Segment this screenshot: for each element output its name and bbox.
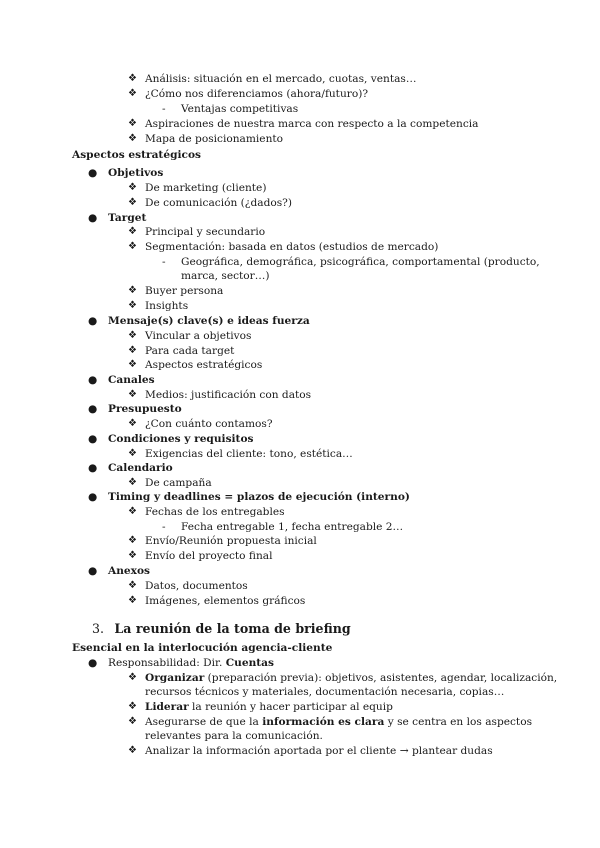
diamond-bullet-icon: ❖ — [128, 330, 137, 341]
list-item-text: De marketing (cliente) — [145, 182, 267, 194]
diamond-bullet-icon: ❖ — [128, 118, 137, 129]
round-bullet-icon: ● — [88, 167, 98, 179]
round-bullet-icon: ● — [88, 565, 98, 577]
list-item-text: Datos, documentos — [145, 580, 248, 592]
list-item-title: Calendario — [108, 462, 173, 474]
list-item-title: Timing y deadlines = plazos de ejecución (interno) — [108, 491, 410, 503]
diamond-bullet-icon: ❖ — [128, 535, 137, 546]
list-item-text: Buyer persona — [145, 285, 224, 297]
list-item-title: Presupuesto — [108, 403, 182, 415]
list-item-text: Liderar la reunión y hacer participar al equip — [145, 701, 393, 713]
list-item-text: Asegurarse de que la información es clara y se centra en los aspectos — [145, 716, 533, 728]
round-bullet-icon: ● — [88, 657, 98, 669]
list-item-text: Vincular a objetivos — [145, 330, 252, 342]
diamond-bullet-icon: ❖ — [128, 359, 137, 370]
list-item-title: Canales — [108, 374, 155, 386]
list-item-text: Aspiraciones de nuestra marca con respecto a la competencia — [145, 118, 479, 130]
list-item-text: Principal y secundario — [145, 226, 266, 238]
list-item-text: relevantes para la comunicación. — [145, 730, 323, 742]
list-item-title: Objetivos — [108, 167, 164, 179]
list-item-title: Mensaje(s) clave(s) e ideas fuerza — [108, 315, 310, 327]
list-item-text: recursos técnicos y materiales, documentación necesaria, copias… — [145, 686, 505, 698]
diamond-bullet-icon: ❖ — [128, 197, 137, 208]
diamond-bullet-icon: ❖ — [128, 133, 137, 144]
diamond-bullet-icon: ❖ — [128, 73, 137, 84]
list-item-text: Medios: justificación con datos — [145, 389, 312, 401]
list-item-text: ¿Con cuánto contamos? — [145, 418, 273, 430]
arrow-right-icon: → — [399, 745, 409, 757]
list-item-text: Responsabilidad: Dir. Cuentas — [108, 657, 275, 669]
list-item-text: Insights — [145, 300, 189, 312]
section-number: 3. — [92, 621, 105, 636]
round-bullet-icon: ● — [88, 212, 98, 224]
diamond-bullet-icon: ❖ — [128, 477, 137, 488]
round-bullet-icon: ● — [88, 433, 98, 445]
diamond-bullet-icon: ❖ — [128, 550, 137, 561]
dash-bullet-icon: - — [162, 521, 166, 533]
list-item-text: Ventajas competitivas — [181, 103, 299, 115]
list-item-text: Fechas de los entregables — [145, 506, 285, 518]
list-item-title: Target — [108, 212, 147, 224]
list-item-text: Mapa de posicionamiento — [145, 133, 284, 145]
section-3-heading — [92, 622, 351, 637]
diamond-bullet-icon: ❖ — [128, 88, 137, 99]
diamond-bullet-icon: ❖ — [128, 345, 137, 356]
list-item-text: Analizar la información aportada por el cliente → plantear dudas — [145, 745, 493, 757]
list-item-text: Imágenes, elementos gráficos — [145, 595, 306, 607]
list-item-text: Organizar (preparación previa): objetivos, asistentes, agendar, localización, — [145, 672, 558, 684]
list-item-text: Envío del proyecto final — [145, 550, 273, 562]
section-title: La reunión de la toma de briefing — [114, 621, 351, 636]
diamond-bullet-icon: ❖ — [128, 580, 137, 591]
list-item-text: Aspectos estratégicos — [145, 359, 263, 371]
list-item-text: Geográfica, demográfica, psicográfica, comportamental (producto, — [181, 256, 540, 268]
diamond-bullet-icon: ❖ — [128, 672, 137, 683]
list-item-text: Para cada target — [145, 345, 235, 357]
round-bullet-icon: ● — [88, 315, 98, 327]
list-item-text: Segmentación: basada en datos (estudios de mercado) — [145, 241, 439, 253]
round-bullet-icon: ● — [88, 491, 98, 503]
list-item-title: Anexos — [108, 565, 151, 577]
list-item-text: De comunicación (¿dados?) — [145, 197, 292, 209]
round-bullet-icon: ● — [88, 403, 98, 415]
round-bullet-icon: ● — [88, 462, 98, 474]
list-item-text: Envío/Reunión propuesta inicial — [145, 535, 317, 547]
diamond-bullet-icon: ❖ — [128, 448, 137, 459]
diamond-bullet-icon: ❖ — [128, 595, 137, 606]
round-bullet-icon: ● — [88, 374, 98, 386]
diamond-bullet-icon: ❖ — [128, 701, 137, 712]
list-item-text: Exigencias del cliente: tono, estética… — [145, 448, 353, 460]
dash-bullet-icon: - — [162, 256, 166, 268]
diamond-bullet-icon: ❖ — [128, 716, 137, 727]
diamond-bullet-icon: ❖ — [128, 389, 137, 400]
section-heading: Aspectos estratégicos — [72, 149, 201, 161]
list-item-text: ¿Cómo nos diferenciamos (ahora/futuro)? — [145, 88, 369, 100]
diamond-bullet-icon: ❖ — [128, 182, 137, 193]
list-item-text: Análisis: situación en el mercado, cuotas, ventas… — [145, 73, 417, 85]
list-item-text: De campaña — [145, 477, 212, 489]
diamond-bullet-icon: ❖ — [128, 506, 137, 517]
dash-bullet-icon: - — [162, 103, 166, 115]
diamond-bullet-icon: ❖ — [128, 745, 137, 756]
diamond-bullet-icon: ❖ — [128, 285, 137, 296]
subsection-heading: Esencial en la interlocución agencia-cliente — [72, 642, 333, 654]
diamond-bullet-icon: ❖ — [128, 226, 137, 237]
list-item-text: Fecha entregable 1, fecha entregable 2… — [181, 521, 404, 533]
list-item-title: Condiciones y requisitos — [108, 433, 254, 445]
list-item-text: marca, sector…) — [181, 270, 270, 282]
diamond-bullet-icon: ❖ — [128, 241, 137, 252]
diamond-bullet-icon: ❖ — [128, 300, 137, 311]
diamond-bullet-icon: ❖ — [128, 418, 137, 429]
